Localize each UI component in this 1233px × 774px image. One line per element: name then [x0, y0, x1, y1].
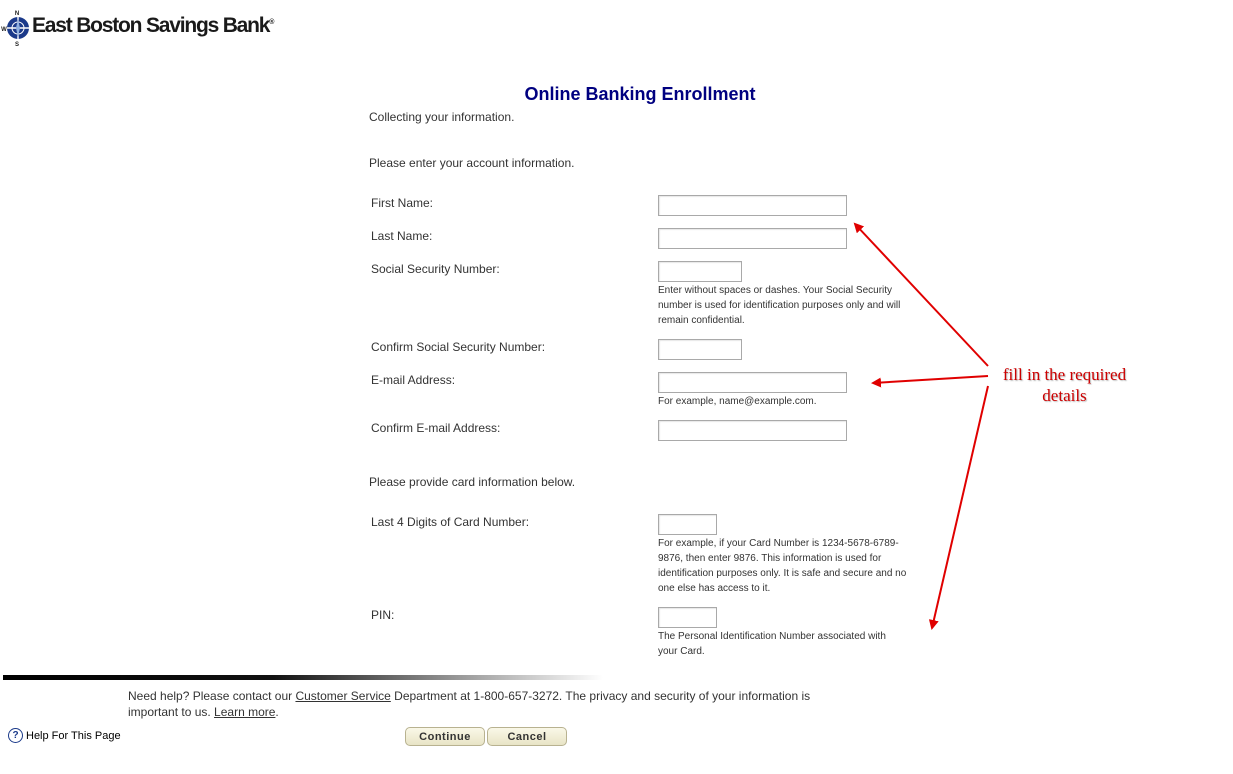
help-suffix: . [275, 705, 279, 719]
cancel-button[interactable]: Cancel [487, 727, 567, 746]
confirm-ssn-label: Confirm Social Security Number: [371, 340, 546, 354]
email-label: E-mail Address: [371, 373, 456, 387]
help-for-this-page-label: Help For This Page [26, 729, 121, 742]
customer-service-link[interactable]: Customer Service [295, 689, 391, 703]
account-instruction: Please enter your account information. [369, 156, 575, 170]
card-instruction: Please provide card information below. [369, 475, 576, 489]
pin-note: The Personal Identification Number associated with your Card. [658, 631, 886, 657]
help-middle: Department at 1-800-657-3272. The privacy and security of your information is important to us. [128, 689, 811, 719]
help-question-icon: ? [8, 728, 23, 743]
compass-n: N [14, 11, 20, 17]
annotation-line1: fill in the required [1002, 365, 1127, 384]
ssn-note: Enter without spaces or dashes. Your Social Security number is used for identification purposes only and will remain confidential. [658, 285, 901, 326]
first-name-label: First Name: [371, 196, 434, 210]
help-prefix: Need help? Please contact our [128, 689, 296, 703]
arrow-to-email [873, 376, 988, 383]
help-message [128, 688, 848, 720]
last4-label: Last 4 Digits of Card Number: [371, 515, 530, 529]
bank-name: East Boston Savings Bank® [32, 14, 275, 37]
learn-more-link[interactable]: Learn more [214, 705, 276, 719]
page-subtitle: Collecting your information. [369, 110, 515, 124]
ssn-label: Social Security Number: [371, 262, 500, 276]
arrow-to-pin [932, 386, 988, 628]
help-for-this-page-link[interactable] [8, 728, 121, 743]
last4-note: For example, if your Card Number is 1234-5678-6789-9876, then enter 9876. This information is used for identification purposes only. It is safe and secure and no one else has access to it. [658, 538, 907, 594]
compass-s: S [14, 42, 20, 48]
annotation-callout [992, 364, 1137, 406]
pin-label: PIN: [371, 608, 395, 622]
compass-w: W [1, 27, 7, 33]
page-title: Online Banking Enrollment [524, 84, 756, 104]
annotation-line2: details [1042, 386, 1087, 405]
confirm-email-label: Confirm E-mail Address: [371, 421, 501, 435]
footer-divider [3, 675, 603, 680]
last-name-label: Last Name: [371, 229, 433, 243]
continue-button[interactable]: Continue [405, 727, 485, 746]
arrow-to-first-name [855, 224, 988, 366]
email-note: For example, name@example.com. [658, 396, 817, 407]
